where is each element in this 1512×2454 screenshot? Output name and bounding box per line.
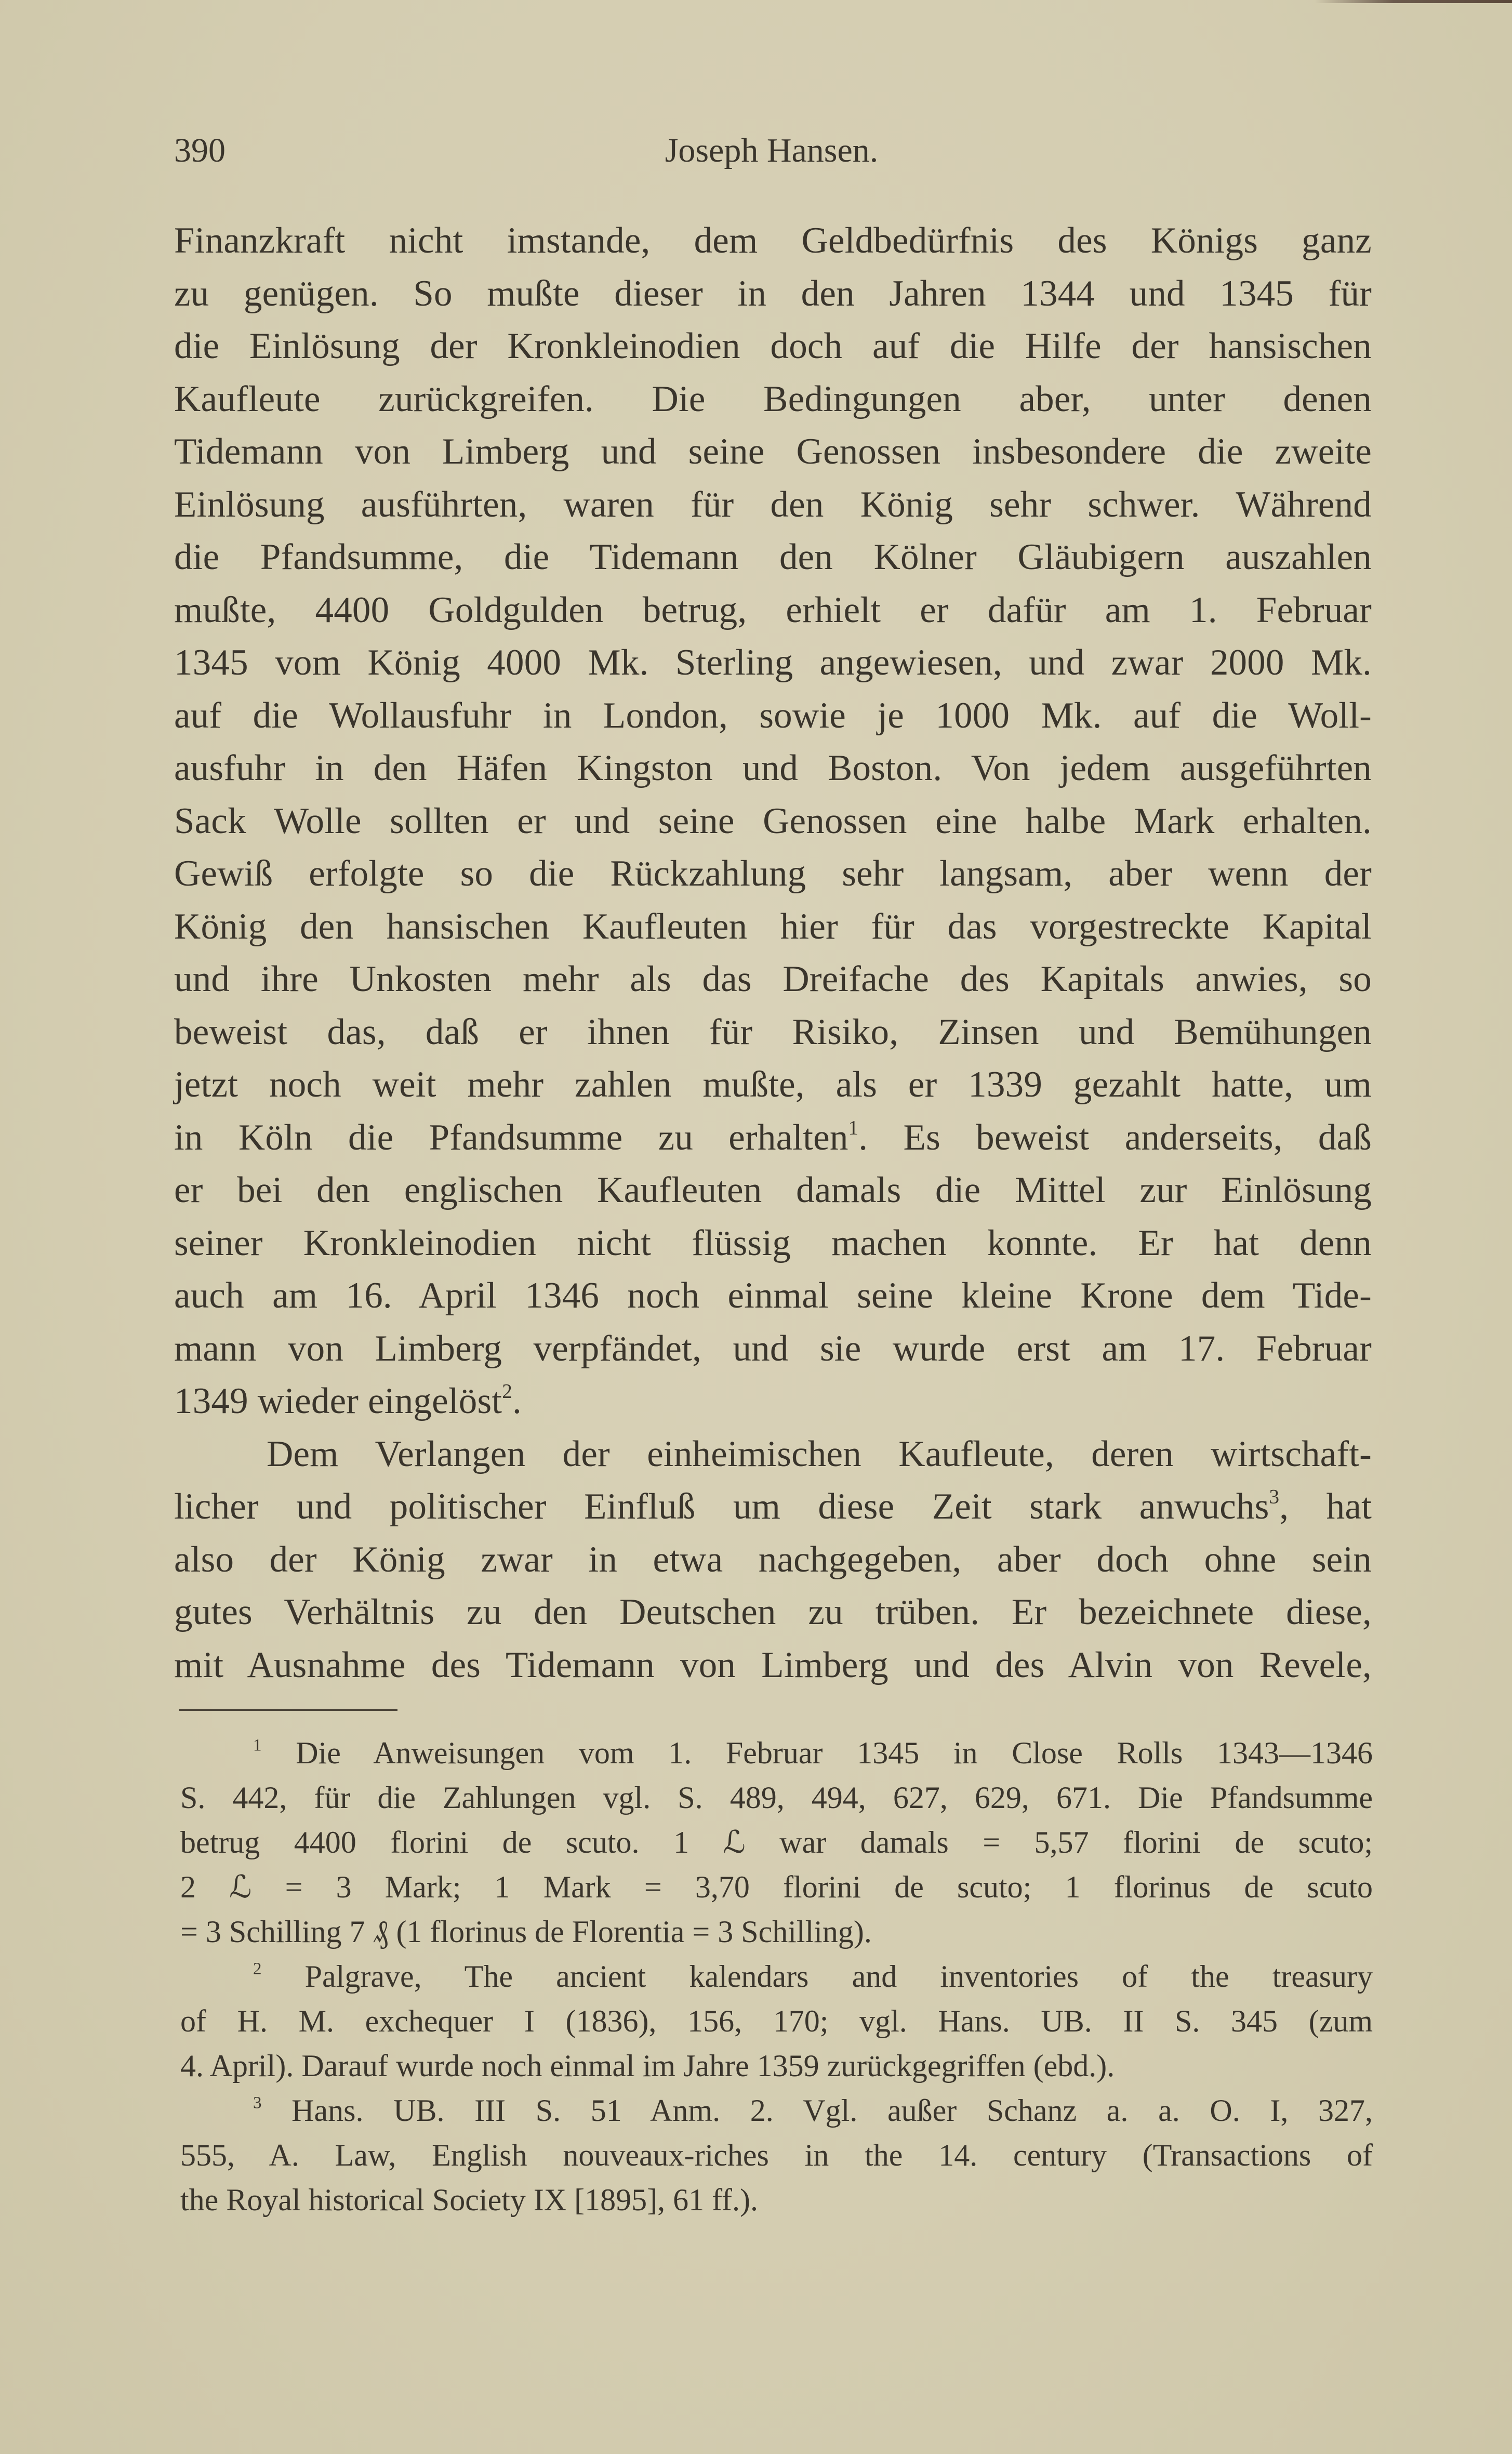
text-line: mann von Limberg verpfändet, und sie wurde erst am 17. Februar [174,1328,1372,1369]
footnote-text: Die Anweisungen vom 1. Februar 1345 in Close Rolls 1343—1346 [296,1736,1373,1770]
footnote-line [180,2088,1373,2133]
text-line: jetzt noch weit mehr zahlen mußte, als er 1339 gezahlt hatte, um [174,1064,1372,1105]
text-line: die Einlösung der Kronkleinodien doch auf die Hilfe der hansischen [174,326,1372,366]
text-line: Gewiß erfolgte so die Rückzahlung sehr langsam, aber wenn der [174,853,1372,894]
footnote-line: of H. M. exchequer I (1836), 156, 170; vgl. Hans. UB. II S. 345 (zum [180,2004,1373,2038]
footnote-line [180,1954,1373,1999]
footnote-line: S. 442, für die Zahlungen vgl. S. 489, 494, 627, 629, 671. Die Pfandsumme [180,1780,1373,1815]
footnote-2 [180,1954,1373,2088]
footnote-marker: 2 [253,1959,262,1978]
footnote-marker: 1 [253,1736,262,1755]
text-line: die Pfandsumme, die Tidemann den Kölner Gläubigern auszahlen [174,537,1372,577]
footnote-line: 4. April). Darauf wurde noch einmal im Jahre 1359 zurückgegriffen (ebd.). [180,2049,1115,2083]
running-title: Joseph Hansen. [665,131,879,169]
footnote-3 [180,2088,1373,2222]
text-line: seiner Kronkleinodien nicht flüssig machen konnte. Er hat denn [174,1222,1372,1263]
footnote-line: 2 ℒ = 3 Mark; 1 Mark = 3,70 florini de scuto; 1 florinus de scuto [180,1870,1373,1904]
text-line: beweist das, daß er ihnen für Risiko, Zinsen und Bemühungen [174,1011,1372,1052]
text-segment: , hat [1279,1486,1372,1527]
text-line: zu genügen. So mußte dieser in den Jahren 1344 und 1345 für [174,273,1372,314]
footnote-line: = 3 Schilling 7 ₰ (1 florinus de Florentia = 3 Schilling). [180,1915,872,1949]
text-segment: . [512,1381,522,1421]
text-line: Sack Wolle sollten er und seine Genossen eine halbe Mark erhalten. [174,800,1372,841]
text-segment: 1349 wieder eingelöst [174,1381,502,1421]
text-segment: . Es beweist anderseits, daß [858,1117,1372,1158]
text-line [174,1375,1372,1428]
footnote-text: Palgrave, The ancient kalendars and inventories of the treasury [304,1959,1373,1994]
text-line: mit Ausnahme des Tidemann von Limberg und des Alvin von Revele, [174,1644,1372,1685]
page-edge-shadow [1315,0,1512,3]
text-line [174,1112,1372,1165]
text-line: Kaufleute zurückgreifen. Die Bedingungen aber, unter denen [174,378,1372,419]
footnote-1 [180,1731,1373,1954]
footnote-line: the Royal historical Society IX [1895], 61 ff.). [180,2183,758,2217]
running-head [174,127,1369,174]
text-line [174,1481,1372,1534]
text-line: auf die Wollausfuhr in London, sowie je 1000 Mk. auf die Woll- [174,695,1372,736]
text-line: auch am 16. April 1346 noch einmal seine kleine Krone dem Tide- [174,1275,1372,1316]
text-segment: licher und politischer Einfluß um diese Zeit stark anwuchs [174,1486,1269,1527]
footnote-separator [179,1709,397,1711]
text-line: und ihre Unkosten mehr als das Dreifache des Kapitals anwies, so [174,959,1372,999]
text-line: König den hansischen Kaufleuten hier für das vorgestreckte Kapital [174,906,1372,947]
footnote-line: 555, A. Law, English nouveaux-riches in the 14. century (Transactions of [180,2138,1373,2172]
text-line: also der König zwar in etwa nachgegeben, aber doch ohne sein [174,1539,1372,1580]
footnote-ref-3[interactable]: 3 [1269,1485,1280,1508]
body-text [174,215,1372,1692]
text-line: ausfuhr in den Häfen Kingston und Boston. Von jedem ausgeführten [174,748,1372,788]
footnote-ref-2[interactable]: 2 [502,1380,512,1403]
footnote-marker: 3 [253,2093,262,2113]
footnotes [180,1731,1373,2222]
footnote-line [180,1731,1373,1775]
footnote-text: Hans. UB. III S. 51 Anm. 2. Vgl. außer Schanz a. a. O. I, 327, [291,2093,1373,2128]
page-number: 390 [174,131,226,169]
text-line: 1345 vom König 4000 Mk. Sterling angewiesen, und zwar 2000 Mk. [174,642,1372,683]
text-line: gutes Verhältnis zu den Deutschen zu trüben. Er bezeichnete diese, [174,1592,1372,1632]
text-line: Einlösung ausführten, waren für den König sehr schwer. Während [174,484,1372,525]
text-line: Finanzkraft nicht imstande, dem Geldbedürfnis des Königs ganz [174,220,1372,261]
text-line: Dem Verlangen der einheimischen Kaufleute, deren wirtschaft- [267,1433,1372,1474]
footnote-line: betrug 4400 florini de scuto. 1 ℒ war damals = 5,57 florini de scuto; [180,1825,1373,1859]
text-line: er bei den englischen Kaufleuten damals die Mittel zur Einlösung [174,1170,1372,1210]
text-line: mußte, 4400 Goldgulden betrug, erhielt er dafür am 1. Februar [174,589,1372,630]
footnote-ref-1[interactable]: 1 [848,1116,859,1139]
text-segment: in Köln die Pfandsumme zu erhalten [174,1117,848,1158]
text-line: Tidemann von Limberg und seine Genossen insbesondere die zweite [174,431,1372,472]
